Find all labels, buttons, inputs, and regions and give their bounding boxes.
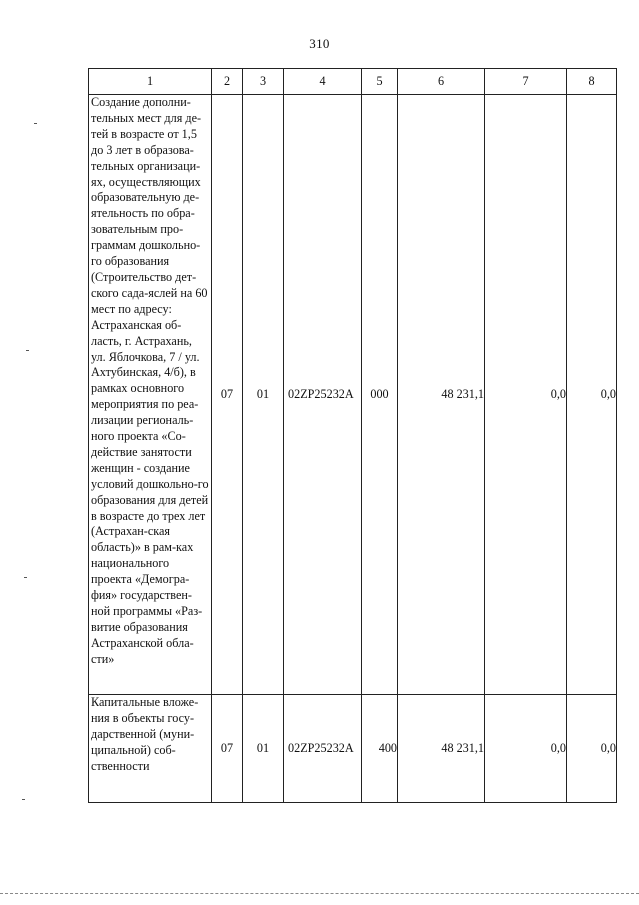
column-header-4: 4: [284, 69, 362, 95]
section-code-cell: 07: [212, 95, 243, 695]
column-header-7: 7: [485, 69, 567, 95]
amount-year3-cell: 0,0: [567, 695, 617, 803]
column-header-8: 8: [567, 69, 617, 95]
scan-speck: [34, 123, 37, 124]
table-row: [89, 95, 617, 695]
amount-year1-cell: 48 231,1: [398, 95, 485, 695]
scan-speck: [26, 350, 29, 351]
row-description: Капитальные вложе-ния в объекты госу-дарственной (муни-ципальной) соб-ственности: [91, 695, 199, 773]
expense-type-cell: 000: [362, 95, 398, 695]
page-number: 310: [309, 36, 330, 51]
amount-year3-cell: 0,0: [567, 95, 617, 695]
row-description-cell: [89, 695, 212, 803]
table-header-row: [89, 69, 617, 95]
target-article-cell: 02ZP25232A: [284, 95, 362, 695]
budget-table: [88, 68, 617, 803]
column-header-5: 5: [362, 69, 398, 95]
table-row: [89, 695, 617, 803]
target-article-cell: 02ZP25232A: [284, 695, 362, 803]
column-header-2: 2: [212, 69, 243, 95]
scan-speck: [24, 577, 27, 578]
amount-year1-cell: 48 231,1: [398, 695, 485, 803]
column-header-3: 3: [243, 69, 284, 95]
section-code-cell: 07: [212, 695, 243, 803]
scan-edge-line: [0, 893, 639, 895]
amount-year2-cell: 0,0: [485, 695, 567, 803]
subsection-code-cell: 01: [243, 95, 284, 695]
row-description-cell: [89, 95, 212, 695]
expense-type-cell: 400: [362, 695, 398, 803]
column-header-6: 6: [398, 69, 485, 95]
row-description: Создание дополни-тельных мест для де-тей в возрасте от 1,5 до 3 лет в образова-тельных организаци-ях, осуществляющих образовательную де-ятельность по обра-зовательным про-граммам дошкольно-го образования (Строительство дет-ского сада-яслей на 60 мест по адресу: Астраханская об-ласть, г. Астрахань, ул. Яблочкова, 7 / ул. Ахтубинская, 4/б), в рамках основного мероприятия по реа-лизации региональ-ного проекта «Со-действие занятости женщин - создание условий дошкольно-го образования для детей в возрасте до трех лет (Астрахан-ская область)» в рам-ках национального проекта «Демогра-фия» государствен-ной программы «Раз-витие образования Астраханской обла-сти»: [91, 95, 209, 666]
scan-speck: [22, 799, 25, 800]
subsection-code-cell: 01: [243, 695, 284, 803]
column-header-1: 1: [89, 69, 212, 95]
amount-year2-cell: 0,0: [485, 95, 567, 695]
